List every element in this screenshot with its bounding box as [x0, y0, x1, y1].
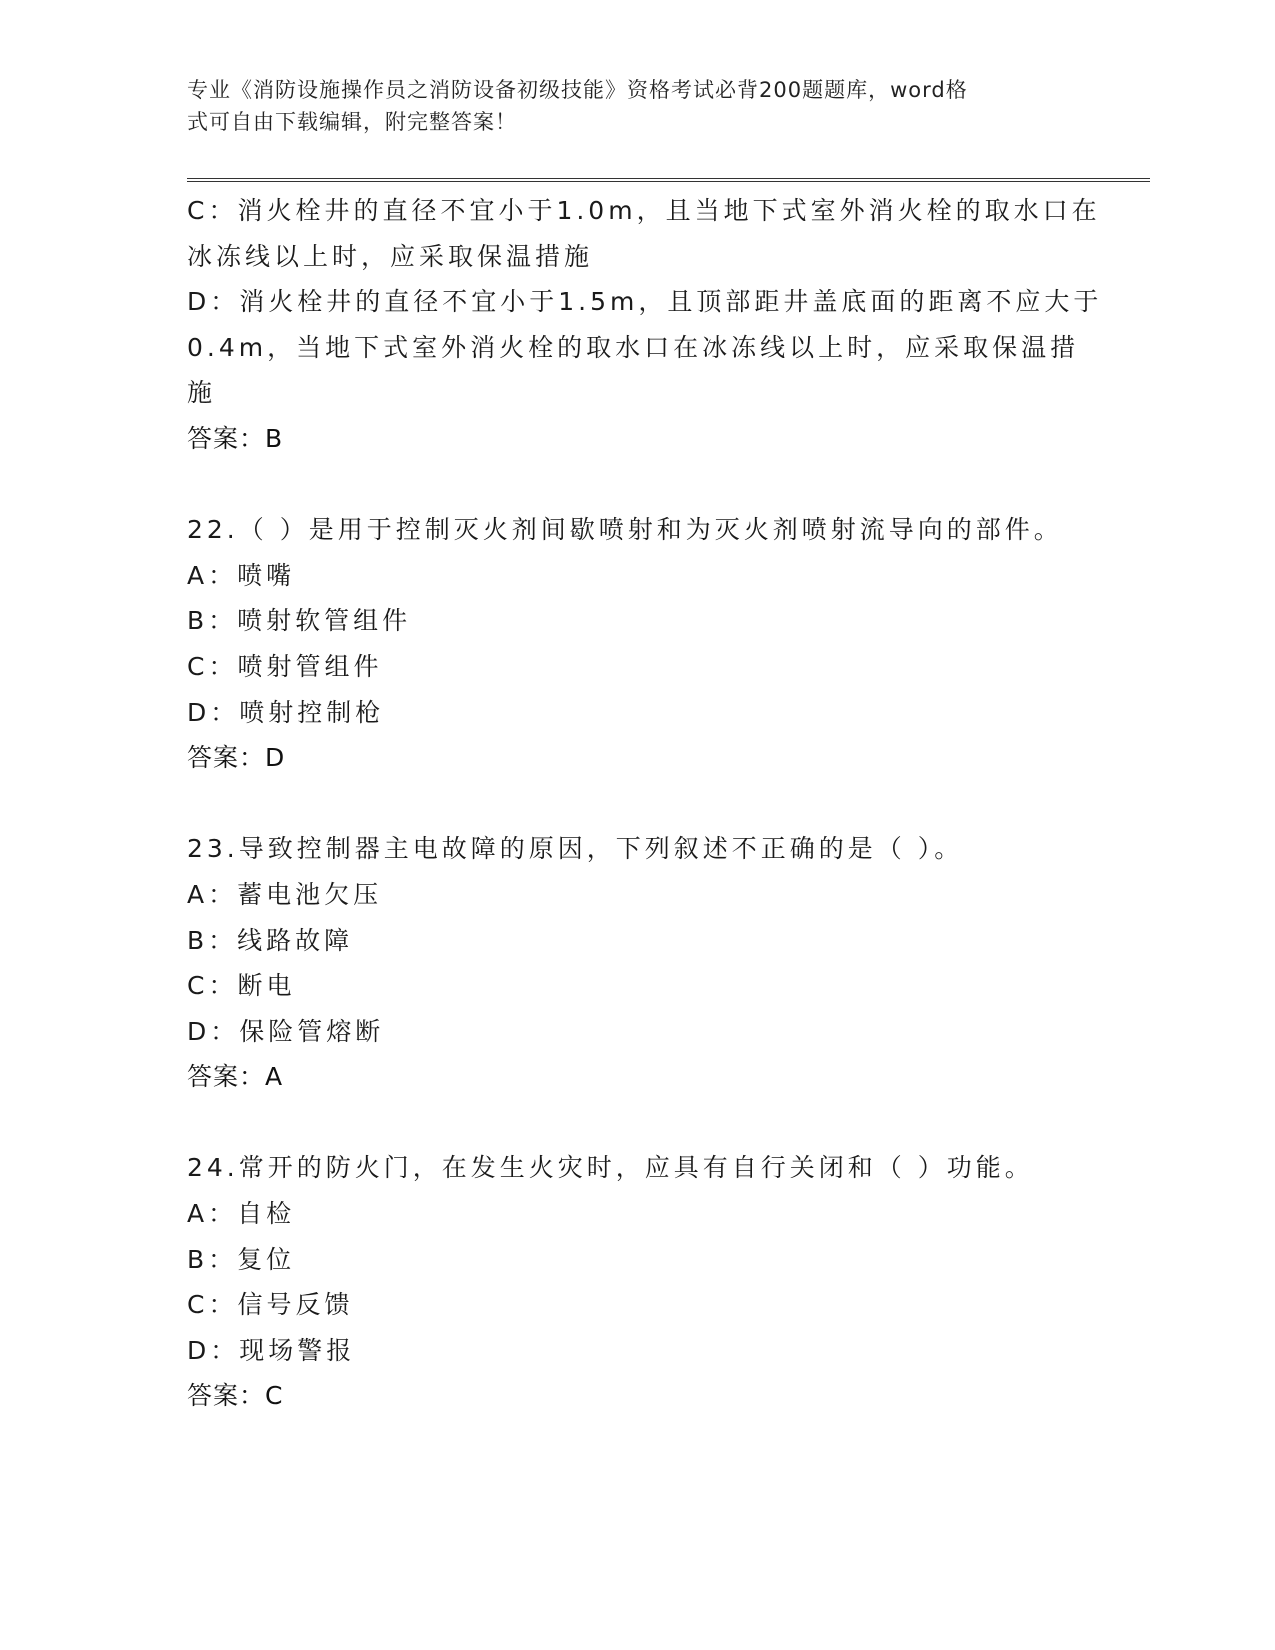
question-22 [187, 507, 1087, 781]
option-c: C：断电 [187, 971, 296, 1001]
question-stem: 23.导致控制器主电故障的原因，下列叙述不正确的是（ ）。 [187, 834, 964, 864]
option-d: D：保险管熔断 [187, 1016, 385, 1046]
document-header [187, 74, 1067, 138]
previous-question-tail [187, 188, 1103, 462]
answer-label: 答案：D [187, 743, 286, 773]
question-24 [187, 1145, 1087, 1419]
option-b: B：复位 [187, 1244, 296, 1274]
option-d-line-1: D：消火栓井的直径不宜小于1.5m，且顶部距井盖底面的距离不应大于 [187, 287, 1103, 317]
option-d-line-3: 施 [187, 378, 217, 408]
option-c: C：喷射管组件 [187, 651, 383, 681]
question-stem: 24.常开的防火门，在发生火灾时，应具有自行关闭和（ ）功能。 [187, 1153, 1034, 1183]
option-a: A：喷嘴 [187, 560, 296, 590]
option-c-line-2: 冰冻线以上时，应采取保温措施 [187, 241, 594, 271]
spacer [187, 462, 1087, 508]
answer-label: 答案：C [187, 1381, 284, 1411]
option-a: A：自检 [187, 1199, 296, 1229]
header-divider [187, 178, 1150, 182]
option-d-line-2: 0.4m，当地下式室外消火栓的取水口在冰冻线以上时，应采取保温措 [187, 332, 1080, 362]
answer-label: 答案：A [187, 1062, 284, 1092]
header-line-1: 专业《消防设施操作员之消防设备初级技能》资格考试必背200题题库，word格 [187, 78, 968, 102]
question-content [187, 188, 1103, 1419]
option-c-line-1: C：消火栓井的直径不宜小于1.0m，且当地下式室外消火栓的取水口在 [187, 196, 1101, 225]
option-d: D：现场警报 [187, 1335, 356, 1365]
answer-label: 答案：B [187, 423, 284, 453]
option-d: D：喷射控制枪 [187, 697, 385, 727]
option-c: C：信号反馈 [187, 1290, 354, 1320]
header-line-2: 式可自由下载编辑，附完整答案！ [187, 110, 517, 134]
option-b: B：线路故障 [187, 925, 354, 955]
option-b: B：喷射软管组件 [187, 606, 412, 636]
spacer [187, 781, 1087, 827]
question-stem: 22.（ ）是用于控制灭火剂间歇喷射和为灭火剂喷射流导向的部件。 [187, 515, 1063, 545]
question-23 [187, 826, 1087, 1100]
spacer [187, 1100, 1087, 1146]
option-a: A：蓄电池欠压 [187, 879, 383, 909]
